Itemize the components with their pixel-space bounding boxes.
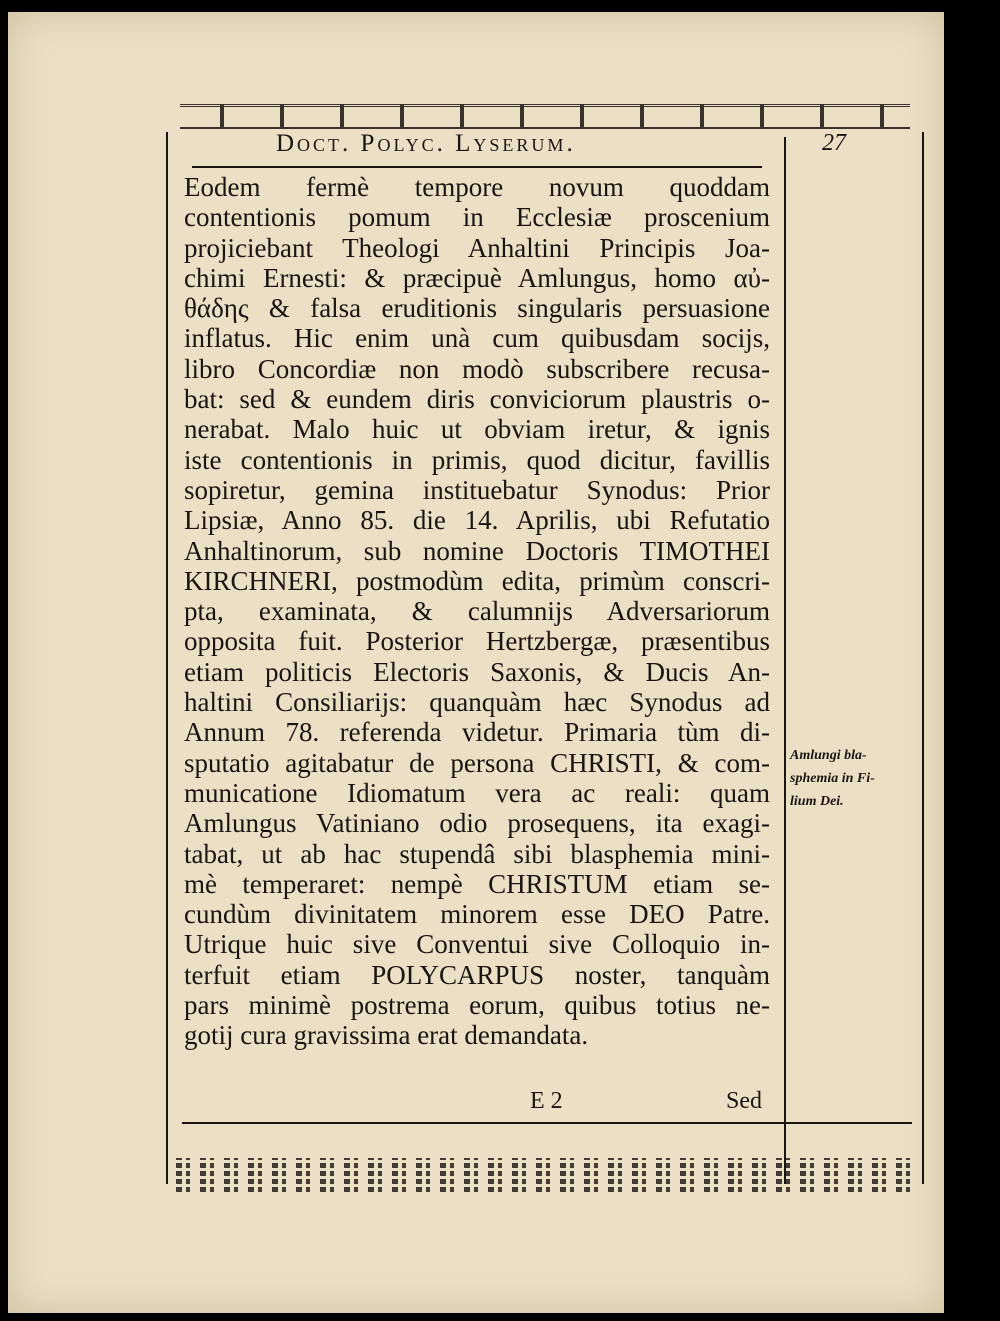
text-line: mè temperaret: nempè CHRISTUM etiam se-: [184, 868, 770, 899]
book-page: [8, 12, 944, 1313]
bottom-rule: [182, 1122, 912, 1124]
text-line: sputatio agitabatur de persona CHRISTI, & com-: [184, 747, 770, 778]
bottom-ornament-band: [176, 1158, 916, 1192]
margin-note-line: sphemia in Fi-: [790, 771, 875, 786]
running-title: Doct. Polyc. Lyserum.: [276, 130, 576, 157]
text-line: Utrique huic sive Conventui sive Colloquio in-: [184, 929, 770, 960]
body-text-block: [184, 172, 770, 1051]
text-line: bat: sed & eundem diris conviciorum plaustris o-: [184, 384, 770, 415]
text-line: chimi Ernesti: & præcipuè Amlungus, homo αὐ-: [184, 262, 770, 293]
text-line: Annum 78. referenda videtur. Primaria tùm di-: [184, 717, 770, 748]
text-line: etiam politicis Electoris Saxonis, & Ducis An-: [184, 656, 770, 687]
right-frame-line: [922, 132, 924, 1184]
text-line: Amlungus Vatiniano odio prosequens, ita exagi-: [184, 808, 770, 839]
text-line: libro Concordiæ non modò subscribere recusa-: [184, 353, 770, 384]
text-line: opposita fuit. Posterior Hertzbergæ, præsentibus: [184, 626, 770, 657]
text-line: Eodem fermè tempore novum quoddam: [184, 172, 770, 202]
top-ornament-band: [180, 104, 910, 129]
text-line: gotij cura gravissima erat demandata.: [184, 1020, 589, 1051]
text-line: projiciebant Theologi Anhaltini Principis Joa-: [184, 232, 770, 263]
signature-mark: E 2: [530, 1088, 563, 1114]
text-line: pta, examinata, & calumnijs Adversariorum: [184, 596, 770, 627]
text-line: terfuit etiam POLYCARPUS noster, tanquàm: [184, 959, 770, 990]
text-line: tabat, ut ab hac stupendâ sibi blasphemia mini-: [184, 838, 770, 869]
text-line: iste contentionis in primis, quod dicitur, favillis: [184, 444, 770, 475]
text-line: Anhaltinorum, sub nomine Doctoris TIMOTHEI: [184, 535, 770, 566]
text-line: municatione Idiomatum vera ac reali: quam: [184, 777, 770, 808]
text-line: nerabat. Malo huic ut obviam iretur, & ignis: [184, 414, 770, 445]
text-line: inflatus. Hic enim unà cum quibusdam socijs,: [184, 323, 770, 354]
catchword: Sed: [726, 1088, 762, 1114]
margin-note: [790, 744, 920, 813]
text-line: θάδης & falsa eruditionis singularis persuasione: [184, 293, 770, 324]
left-frame-line: [166, 132, 168, 1184]
margin-note-line: Amlungi bla-: [790, 748, 867, 763]
text-line: Lipsiæ, Anno 85. die 14. Aprilis, ubi Refutatio: [184, 505, 770, 536]
margin-note-line: lium Dei.: [790, 794, 844, 809]
text-line: pars minimè postrema eorum, quibus totius ne-: [184, 990, 770, 1021]
text-line: cundùm divinitatem minorem esse DEO Patre.: [184, 899, 770, 930]
text-line: contentionis pomum in Ecclesiæ proscenium: [184, 202, 770, 233]
margin-divider-line: [784, 137, 786, 1184]
page-number: 27: [822, 130, 846, 156]
text-line: sopiretur, gemina instituebatur Synodus: Prior: [184, 474, 770, 505]
text-line: KIRCHNERI, postmodùm edita, primùm conscri-: [184, 565, 770, 596]
text-line: haltini Consiliarijs: quanquàm hæc Synodus ad: [184, 687, 770, 718]
header-rule: [192, 166, 762, 168]
